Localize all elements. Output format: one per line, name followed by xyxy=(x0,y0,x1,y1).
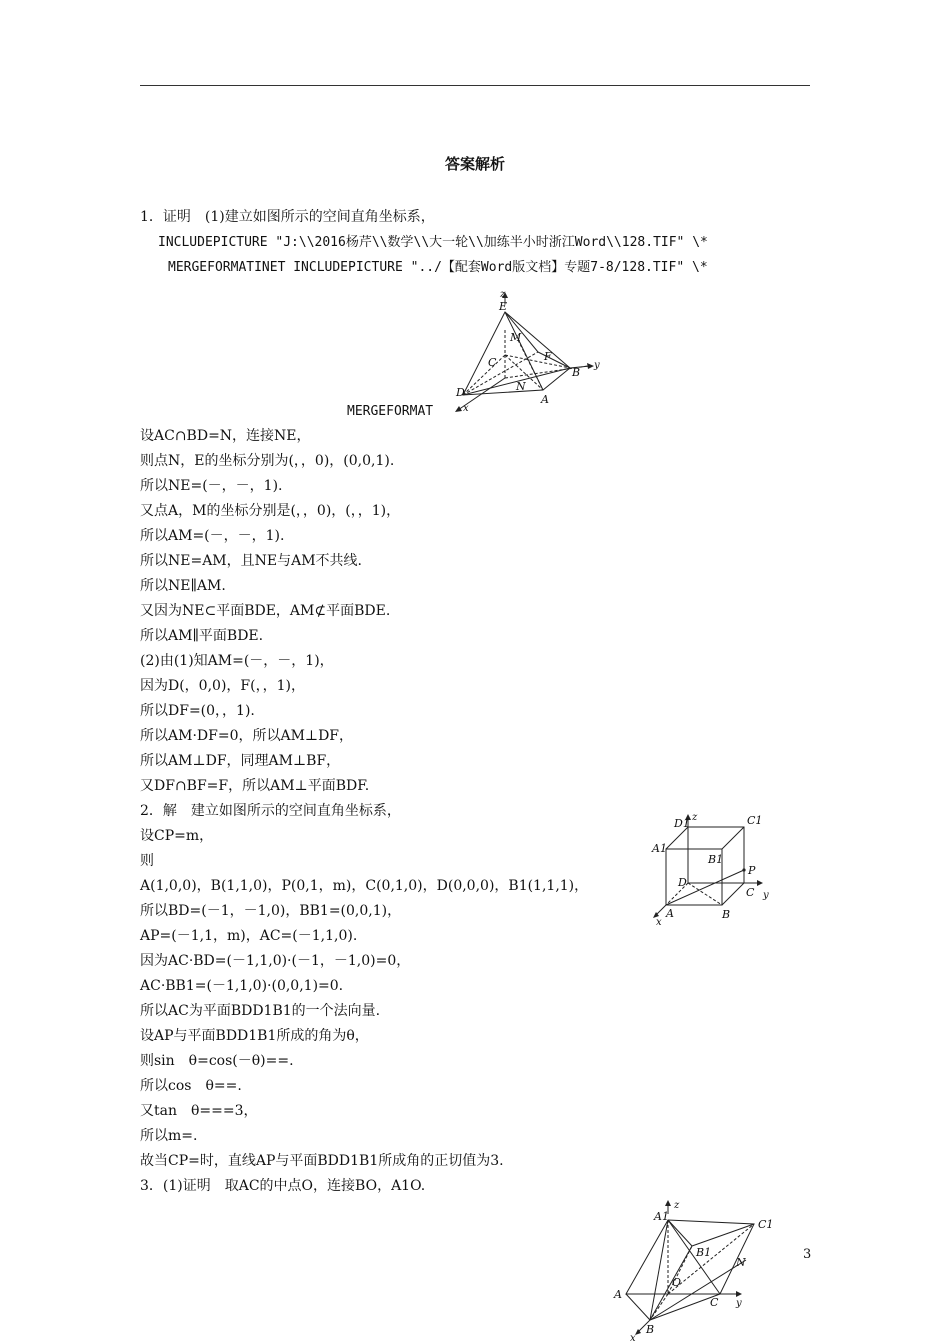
text-line: 则sin θ=cos(－θ)==. xyxy=(140,1053,294,1069)
fig1-label: A xyxy=(541,393,549,406)
page-number: 3 xyxy=(803,1247,812,1262)
text-line: 所以m=. xyxy=(140,1128,198,1144)
fig2-label: A xyxy=(666,907,674,920)
text-line: 设AP与平面BDD1B1所成的角为θ， xyxy=(140,1028,369,1044)
fig3-label: A xyxy=(614,1288,622,1301)
text-line: 所以AC为平面BDD1B1的一个法向量. xyxy=(140,1003,381,1019)
fig3-label: A1 xyxy=(654,1210,669,1223)
text-line: 所以BD=(－1，－1,0)，BB1=(0,0,1)， xyxy=(140,903,402,919)
text-line: 所以cos θ==. xyxy=(140,1078,242,1094)
field-code-line: MERGEFORMAT xyxy=(347,404,434,419)
text-line: 所以NE∥AM. xyxy=(140,578,226,594)
text-line: A(1,0,0)，B(1,1,0)，P(0,1，m)，C(0,1,0)，D(0,0,0)，B1(1,1,1)， xyxy=(140,878,589,894)
fig2-label: y xyxy=(763,890,769,901)
text-line: 所以NE=AM，且NE与AM不共线. xyxy=(140,553,363,569)
fig1-label: z xyxy=(500,290,506,300)
text-line: 所以DF=(0，，1). xyxy=(140,703,255,719)
fig2-label: B xyxy=(722,908,731,921)
text-line: 所以NE=(－，－，1). xyxy=(140,478,283,494)
fig2-label: D xyxy=(678,876,687,889)
text-line: (2)由(1)知AM=(－，－，1)， xyxy=(140,653,334,669)
figure-3-prism xyxy=(606,1198,786,1344)
text-line: 所以AM·DF=0，所以AM⊥DF， xyxy=(140,728,354,744)
fig2-label: C1 xyxy=(747,814,763,827)
fig3-label: O xyxy=(672,1276,682,1289)
fig3-label: C xyxy=(710,1296,719,1309)
fig3-label: z xyxy=(674,1200,680,1211)
text-line: 则点N，E的坐标分别为(，，0)，(0,0,1). xyxy=(140,453,395,469)
text-line: 又点A，M的坐标分别是(，，0)，(，，1)， xyxy=(140,503,401,519)
text-line: 设AC∩BD=N，连接NE， xyxy=(140,428,311,444)
fig2-label: C xyxy=(746,886,755,899)
text-line: 又因为NE⊂平面BDE，AM⊄平面BDE. xyxy=(140,603,391,619)
fig1-label: E xyxy=(499,300,508,313)
fig1-label: D xyxy=(456,386,465,399)
fig1-label: B xyxy=(572,366,581,379)
figure-2-cube xyxy=(648,812,778,927)
field-code-line: INCLUDEPICTURE "J:\\2016杨芹\\数学\\大一轮\\加练半小时浙江Word\\128.TIF" \* xyxy=(158,235,708,250)
fig2-label: B1 xyxy=(708,853,724,866)
text-line: 则 xyxy=(140,853,154,869)
text-line: 3．(1)证明 取AC的中点O，连接BO，A1O. xyxy=(140,1178,426,1194)
section-title: 答案解析 xyxy=(444,155,505,173)
text-line: 因为AC·BD=(－1,1,0)·(－1，－1,0)=0， xyxy=(140,953,411,969)
fig3-label: B1 xyxy=(696,1246,712,1259)
text-line: 故当CP=时，直线AP与平面BDD1B1所成角的正切值为3. xyxy=(140,1153,504,1169)
text-line: 所以AM⊥DF，同理AM⊥BF， xyxy=(140,753,341,769)
fig1-label: M xyxy=(510,331,522,344)
fig1-label: y xyxy=(594,360,600,371)
text-line: 所以AM=(－，－，1). xyxy=(140,528,285,544)
text-line: 又DF∩BF=F，所以AM⊥平面BDF. xyxy=(140,778,370,794)
text-line: 又tan θ===3， xyxy=(140,1103,258,1119)
text-line: 1．证明 (1)建立如图所示的空间直角坐标系， xyxy=(140,209,435,225)
fig1-label: N xyxy=(516,380,526,393)
header-rule xyxy=(140,85,810,86)
fig3-label: y xyxy=(736,1298,742,1309)
text-line: 2．解 建立如图所示的空间直角坐标系， xyxy=(140,803,401,819)
text-line: AC·BB1=(－1,1,0)·(0,0,1)=0. xyxy=(140,978,344,994)
text-line: 设CP=m， xyxy=(140,828,214,844)
text-line: 因为D(，0,0)，F(，，1)， xyxy=(140,678,305,694)
fig2-label: D1 xyxy=(674,817,690,830)
fig1-label: C xyxy=(488,356,497,369)
fig3-label: x xyxy=(630,1333,636,1344)
fig1-label: F xyxy=(544,350,552,363)
fig2-label: P xyxy=(748,864,756,877)
fig3-label: C1 xyxy=(758,1218,774,1231)
figure-1-pyramid xyxy=(448,290,608,415)
fig2-label: x xyxy=(656,917,662,927)
text-line: 所以AM∥平面BDE. xyxy=(140,628,264,644)
fig1-label: x xyxy=(463,403,469,414)
text-line: AP=(－1,1，m)，AC=(－1,1,0). xyxy=(140,928,358,944)
fig2-label: A1 xyxy=(652,842,667,855)
field-code-line: MERGEFORMATINET INCLUDEPICTURE "../【配套Word版文档】专题7-8/128.TIF" \* xyxy=(168,260,708,275)
fig3-label: B xyxy=(646,1323,655,1336)
fig3-label: N xyxy=(736,1256,746,1269)
fig2-label: z xyxy=(692,812,698,823)
